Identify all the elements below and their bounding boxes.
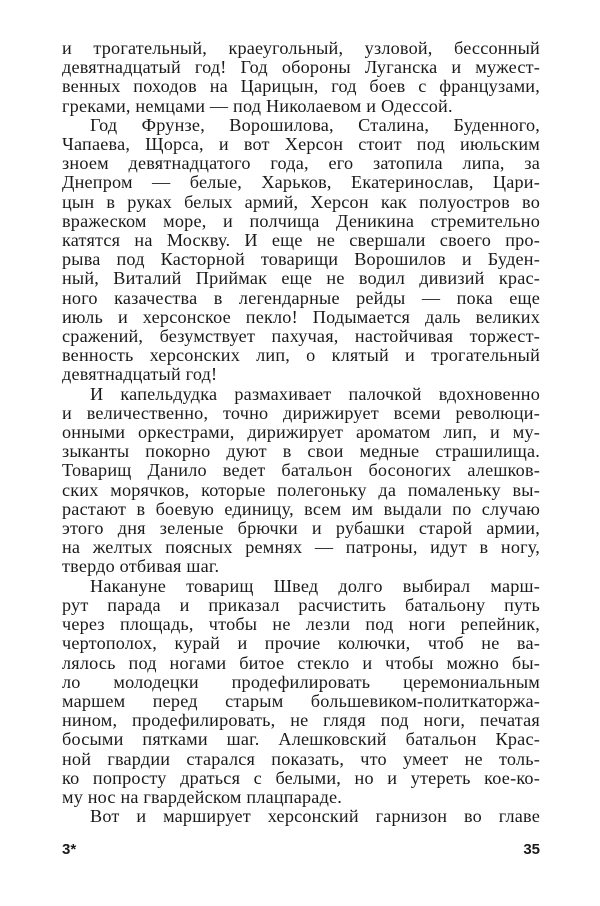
paragraph <box>62 807 540 826</box>
text-line: катятся на Москву. И еще не свершали своего про- <box>62 230 540 251</box>
text-line: ло молодецки продефилировать церемониальным <box>62 671 540 692</box>
text-line: венных походов на Царицын, год боев с французами, <box>62 76 540 97</box>
signature-mark: 3* <box>62 841 77 858</box>
text-line: нином, продефилировать, не глядя под ноги, печатая <box>62 710 540 731</box>
text-line: онными оркестрами, дирижирует ароматом лип, и му- <box>62 422 540 443</box>
text-line: Вот и марширует херсонский гарнизон во главе <box>90 806 540 827</box>
text-line: И капельдудка размахивает палочкой вдохновенно <box>90 383 540 404</box>
text-line: му нос на гвардейском плацпараде. <box>62 786 343 807</box>
text-line: сражений, безумствует пахучая, настойчивая торжест- <box>62 326 540 347</box>
paragraph <box>62 39 540 116</box>
text-line: ной гвардии старался показать, что умеет не толь- <box>62 748 540 769</box>
text-line: вражеском море, и полчища Деникина стремительно <box>62 210 540 231</box>
text-line: Накануне товарищ Швед долго выбирал марш- <box>90 575 540 596</box>
text-line: лялось под ногами битое стекло и чтобы можно бы- <box>62 652 540 673</box>
text-line: Днепром — белые, Харьков, Екатеринослав, Цари- <box>62 172 540 193</box>
text-line: рыва под Касторной товарищи Ворошилов и Буден- <box>62 249 540 270</box>
text-line: ко попросту драться с белыми, но и утереть кое-ко- <box>62 767 540 788</box>
text-line: и величественно, точно дирижирует всеми революци- <box>62 402 540 423</box>
text-line: ный, Виталий Приймак еще не водил дивизий крас- <box>62 268 540 289</box>
paragraph <box>62 116 540 385</box>
paragraph <box>62 577 540 807</box>
text-line: этого дня зеленые брючки и рубашки старой армии, <box>62 518 540 539</box>
text-line: босыми пятками шаг. Алешковский батальон Крас- <box>62 729 540 750</box>
page-text <box>62 39 540 826</box>
text-line: девятнадцатый год! <box>62 364 218 385</box>
text-line: рут парада и приказал расчистить батальону путь <box>62 594 540 615</box>
text-line: Чапаева, Щорса, и вот Херсон стоит под июльским <box>62 134 540 155</box>
text-line: девятнадцатый год! Год обороны Луганска и мужест- <box>62 57 540 78</box>
text-line: твердо отбивая шаг. <box>62 556 220 577</box>
paragraph <box>62 385 540 577</box>
text-line: июль и херсонское пекло! Подымается даль великих <box>62 306 540 327</box>
text-line: цын в руках белых армий, Херсон как полуостров во <box>62 191 540 212</box>
text-line: Год Фрунзе, Ворошилова, Сталина, Буденного, <box>90 114 540 135</box>
text-line: ного казачества в легендарные рейды — пока еще <box>62 287 540 308</box>
text-line: и трогательный, краеугольный, узловой, бессонный <box>62 38 540 58</box>
text-line: зноем девятнадцатого года, его затопила липа, за <box>62 153 540 174</box>
text-line: ских морячков, которые полегоньку да помаленьку вы- <box>62 479 540 500</box>
text-line: греками, немцами — под Николаевом и Одессой. <box>62 95 453 116</box>
text-line: растают в боевую единицу, всем им выдали по случаю <box>62 498 540 519</box>
text-line: Товарищ Данило ведет батальон босоногих алешков- <box>62 460 540 481</box>
text-line: на желтых поясных ремнях — патроны, идут в ногу, <box>62 537 540 558</box>
text-line: зыканты покорно дуют в свои медные страшилища. <box>62 441 540 462</box>
page-number: 35 <box>523 841 540 858</box>
text-line: маршем перед старым большевиком-политкаторжа- <box>62 690 540 711</box>
text-line: венность херсонских лип, о клятый и трогательный <box>62 345 540 366</box>
text-line: чертополох, курай и прочие колючки, чтоб не ва- <box>62 633 540 654</box>
text-line: через площадь, чтобы не лезли под ноги репейник, <box>62 614 540 635</box>
